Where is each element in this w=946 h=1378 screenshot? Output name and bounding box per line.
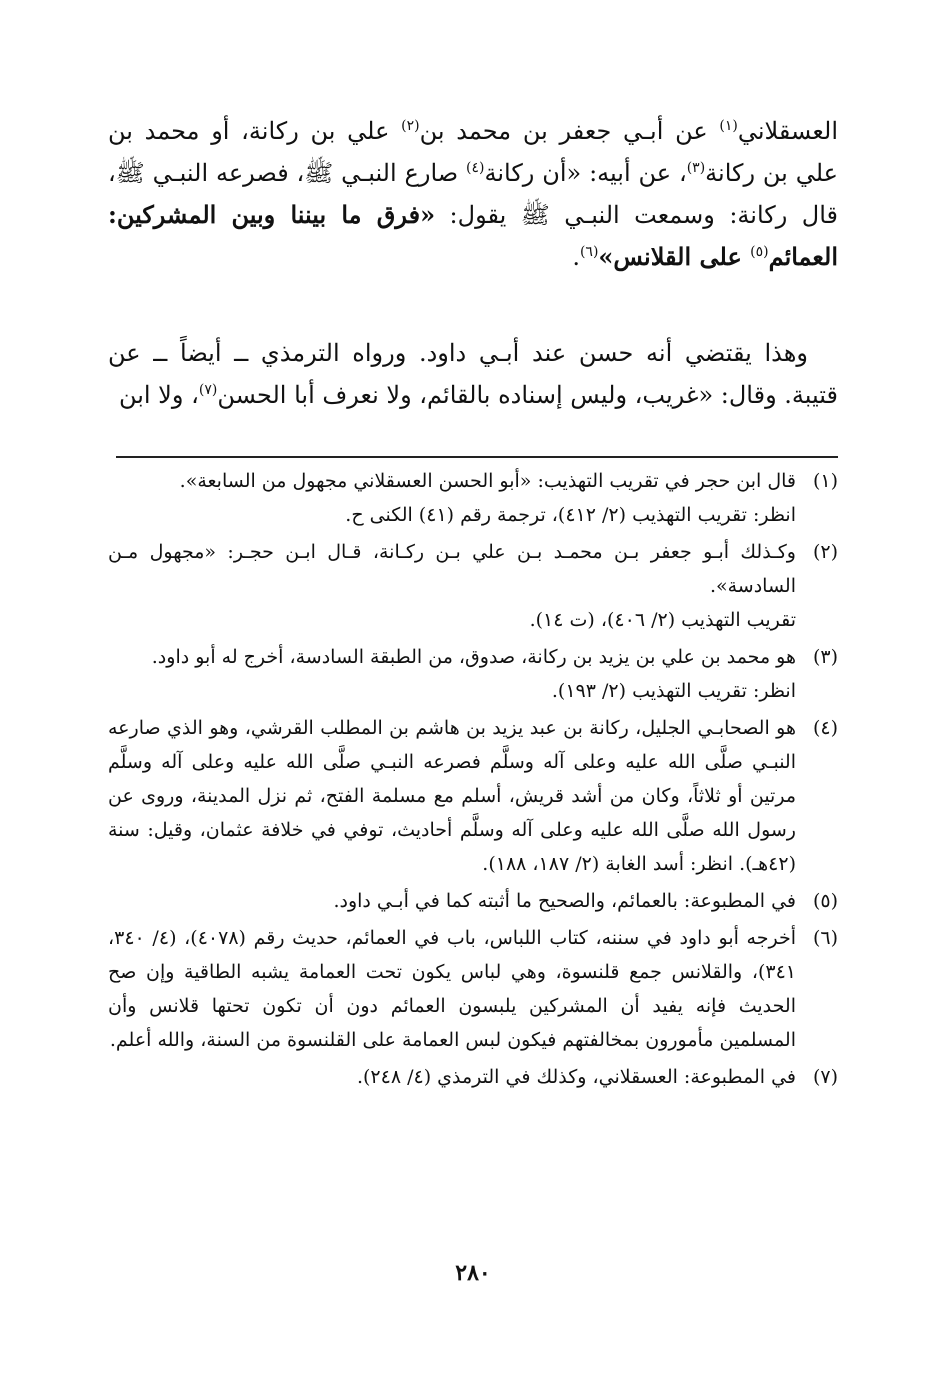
footnote-line: تقريب التهذيب (٢/ ٤٠٦)، (ت ١٤). xyxy=(529,609,796,631)
footnote-line: هو الصحابـي الجليل، ركانة بن عبد يزيد بن هاشم بن المطلب القرشي، وهو الذي صارعه النبـي صلَّى الله عليه وعلى آله وسلَّم فصرعه النبـي صلَّى الله عليه وعلى آله وسلَّم مرتين أو ثلاثاً، وكان من أشد قريش، أسلم مع مسلمة الفتح، ثم نزل المدينة، وروى عن رسول الله صلَّى الله عليه وعلى آله وسلَّم أحاديث، توفي في خلافة عثمان، وقيل: سنة (٤٢هـ). انظر: أسد الغابة (٢/ ١٨٧، ١٨٨). xyxy=(108,717,796,875)
footnote-line: في المطبوعة: بالعمائم، والصحيح ما أثبته كما في أبـي داود. xyxy=(333,890,796,912)
footnote-ref-6[interactable]: (٦) xyxy=(579,244,599,260)
footnote-5 xyxy=(108,884,838,918)
footnote-ref-7[interactable]: (٧) xyxy=(198,382,218,398)
footnote-line: قال ابن حجر في تقريب التهذيب: «أبو الحسن العسقلاني مجهول من السابعة». xyxy=(179,470,796,492)
footnote-number: (٥) xyxy=(812,890,838,912)
footnote-separator xyxy=(116,456,838,458)
footnote-2 xyxy=(108,535,838,637)
footnote-1 xyxy=(108,464,838,532)
hadith-quote: «فرق ما بيننا وبين المشركين: العمائم xyxy=(108,200,838,271)
footnote-ref-1[interactable]: (١) xyxy=(719,118,738,134)
paragraph-1: العسقلاني$^{(١)}$ عن أبـي جعفر بن محمد بن$^{(٢)}$ علي بن ركانة، أو محمد بن علي بن ركانة$^{(٣)}$، عن أبيه: «أن ركانة$^{(٤)}$ صارع النبـي ﷺ، فصرعه النبـي ﷺ، قال ركانة: وسمعت النبـي ﷺ يقول: «فرق ما بيننا وبين المشركين: العمائم$^{(٥)}$ على القلانس»$^{(٦)}$. xyxy=(108,117,839,271)
main-text xyxy=(108,110,838,416)
footnote-line: وكـذلك أبـو جعفر بـن محمـد بـن علي بـن ركـانة، قـال ابـن حجـر: «مجهول مـن السادسة». xyxy=(108,541,796,597)
footnote-line: انظر: تقريب التهذيب (٢/ ١٩٣). xyxy=(551,680,796,702)
footnote-line: أخرجه أبو داود في سننه، كتاب اللباس، باب في العمائم، حديث رقم (٤٠٧٨)، (٤/ ٣٤٠، ٣٤١)، والقلانس جمع قلنسوة، وهي لباس يكون تحت العمامة يشبه الطاقية وإن صح الحديث فإنه يفيد أن المشركين يلبسون العمائم دون أن تكون تحتها قلانس وأن المسلمين مأمورون بمخالفتهم فيكون لبس العمامة على القلنسوة من السنة، والله أعلم. xyxy=(108,927,796,1051)
hadith-quote-end: على القلانس» xyxy=(598,242,751,271)
footnote-number: (٧) xyxy=(812,1066,838,1088)
footnote-line: في المطبوعة: العسقلاني، وكذلك في الترمذي (٤/ ٢٤٨). xyxy=(356,1066,796,1088)
footnote-7 xyxy=(108,1060,838,1094)
footnote-ref-4[interactable]: (٤) xyxy=(466,160,485,176)
page-number: ٢٨٠ xyxy=(455,1260,491,1286)
footnote-ref-3[interactable]: (٣) xyxy=(686,160,706,176)
footnotes xyxy=(108,464,838,1097)
footnote-ref-5[interactable]: (٥) xyxy=(750,244,769,260)
paragraph-2: وهذا يقتضي أنه حسن عند أبـي داود. ورواه الترمذي ــ أيضاً ــ عن قتيبة. وقال: «غريب، وليس إسناده بالقائم، ولا نعرف أبا الحسن$^{(٧)}$، ولا ابن xyxy=(108,339,838,409)
footnote-number: (١) xyxy=(812,470,838,492)
footnote-number: (٤) xyxy=(812,717,838,739)
footnote-4 xyxy=(108,711,838,881)
footnote-3 xyxy=(108,640,838,708)
footnote-line: انظر: تقريب التهذيب (٢/ ٤١٢)، ترجمة رقم (٤١) الكنى ح. xyxy=(345,504,796,526)
footnote-6 xyxy=(108,921,838,1057)
footnote-ref-2[interactable]: (٢) xyxy=(401,118,420,134)
footnote-line: هو محمد بن علي بن يزيد بن ركانة، صدوق، من الطبقة السادسة، أخرج له أبو داود. xyxy=(151,646,796,668)
footnote-number: (٣) xyxy=(812,646,838,668)
footnote-number: (٦) xyxy=(812,927,838,949)
footnote-number: (٢) xyxy=(812,541,838,563)
